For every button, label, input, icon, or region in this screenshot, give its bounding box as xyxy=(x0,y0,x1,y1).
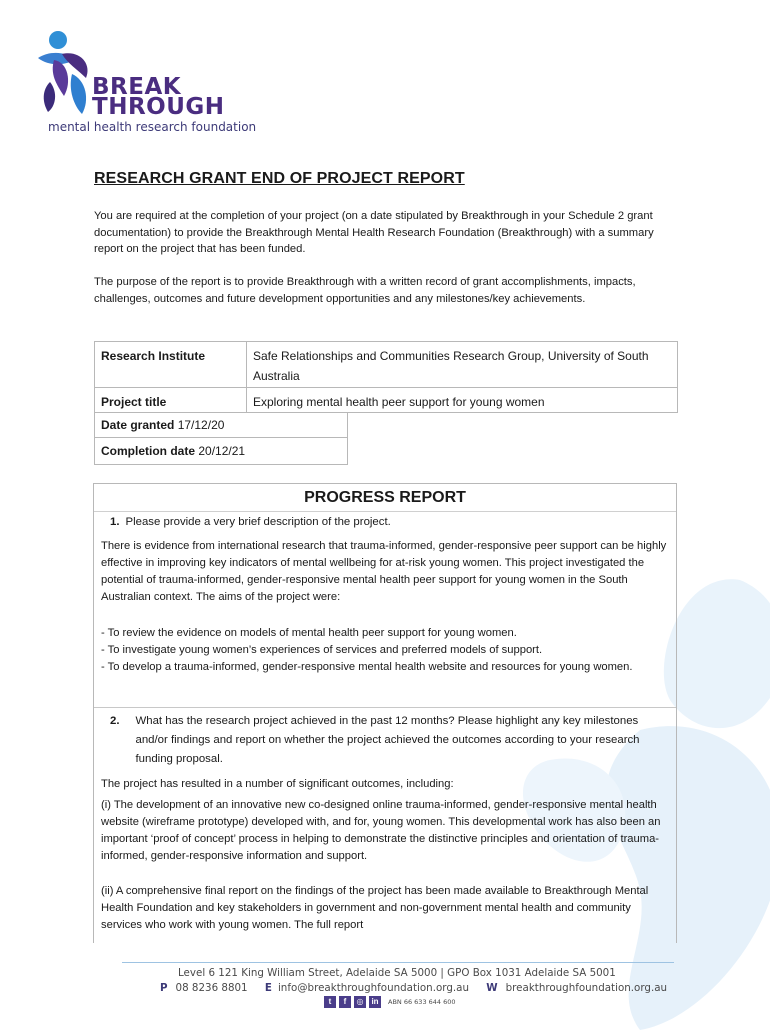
social-icons xyxy=(324,996,381,1008)
progress-report-heading: PROGRESS REPORT xyxy=(94,484,676,512)
progress-report-section xyxy=(93,483,677,943)
twitter-icon[interactable]: t xyxy=(324,996,336,1008)
completion-date-cell xyxy=(94,437,348,465)
institute-value: Safe Relationships and Communities Research Group, University of South Australia xyxy=(253,349,649,383)
breakthrough-logo xyxy=(34,30,274,140)
completion-date-label: Completion date xyxy=(101,444,196,458)
linkedin-icon[interactable]: in xyxy=(369,996,381,1008)
footer-contacts xyxy=(160,982,667,994)
question-2 xyxy=(110,712,650,769)
question-1-answer: There is evidence from international research that trauma-informed, gender-responsive peer support can be highly effective in improving key indicators of mental wellbeing for at-risk young women. This project investigated the potential of trauma-informed, gender-responsive mental health peer support for young women in the South Australian context. The aims of the project were: xyxy=(101,540,667,603)
date-granted-label: Date granted xyxy=(101,418,175,432)
institute-label: Research Institute xyxy=(101,349,206,363)
section-divider xyxy=(94,707,676,708)
email-label: E xyxy=(264,982,272,994)
date-granted-cell xyxy=(94,412,348,438)
question-1-number: 1. xyxy=(110,516,120,528)
project-title-label: Project title xyxy=(101,395,167,409)
institute-value-cell xyxy=(246,341,678,388)
aim-2: - To investigate young women’s experiences of services and preferred models of support. xyxy=(101,644,543,656)
footer-address: Level 6 121 King William Street, Adelaide SA 5000 | GPO Box 1031 Adelaide SA 5001 xyxy=(178,967,616,979)
footer-website[interactable]: breakthroughfoundation.org.au xyxy=(505,982,668,994)
question-2-number: 2. xyxy=(110,715,120,727)
question-1-text: Please provide a very brief description of the project. xyxy=(125,516,391,528)
question-1 xyxy=(110,513,391,532)
facebook-icon[interactable]: f xyxy=(339,996,351,1008)
question-2-text: What has the research project achieved in the past 12 months? Please highlight any key milestones and/or findings and report on whether the project achieved the outcomes according to your research funding proposal. xyxy=(135,715,640,765)
instagram-icon[interactable]: ◎ xyxy=(354,996,366,1008)
date-granted-value: 17/12/20 xyxy=(177,418,225,432)
question-2-item-1: (i) The development of an innovative new co-designed online trauma-informed, gender-responsive mental health website (wireframe prototype) developed with, and for, young women. This developmental work has also been an important ‘proof of concept’ process in helping to demonstrate the distinctive principles and orientation of trauma-informed, gender-responsive information and support. xyxy=(101,799,661,862)
completion-date-value: 20/12/21 xyxy=(198,444,246,458)
document-title: RESEARCH GRANT END OF PROJECT REPORT xyxy=(94,170,465,187)
footer-email[interactable]: info@breakthroughfoundation.org.au xyxy=(277,982,469,994)
aim-3: - To develop a trauma-informed, gender-responsive mental health website and resources for young women. xyxy=(101,661,633,673)
question-2-item-2: (ii) A comprehensive final report on the findings of the project has been made available to Breakthrough Mental Health Foundation and key stakeholders in government and non-government mental health and community services who work with young women. The full report xyxy=(101,885,649,931)
question-2-intro: The project has resulted in a number of significant outcomes, including: xyxy=(101,778,454,790)
footer-phone: 08 8236 8801 xyxy=(175,982,248,994)
project-title-label-cell xyxy=(94,387,247,413)
institute-label-cell xyxy=(94,341,247,388)
logo-tagline: mental health research foundation xyxy=(48,120,257,134)
logo-wordmark-through: THROUGH xyxy=(92,94,225,120)
project-title-value: Exploring mental health peer support for young women xyxy=(253,395,545,409)
intro-paragraph-1: You are required at the completion of your project (on a date stipulated by Breakthrough in your Schedule 2 grant documentation) to provide the Breakthrough Mental Health Research Foundation (Breakthrough) with a summary report on the project that has been funded. xyxy=(94,210,654,255)
phone-label: P xyxy=(160,982,168,994)
logo-wordmark-break: BREAK xyxy=(92,74,182,100)
footer-abn: ABN 66 633 644 600 xyxy=(388,998,456,1006)
footer-rule xyxy=(122,962,674,963)
project-title-value-cell xyxy=(246,387,678,413)
aim-1: - To review the evidence on models of mental health peer support for young women. xyxy=(101,627,517,639)
intro-paragraph-2: The purpose of the report is to provide Breakthrough with a written record of grant accomplishments, impacts, challenges, outcomes and future development opportunities and any milestones/key achievements. xyxy=(94,276,636,305)
web-label: W xyxy=(486,982,498,994)
